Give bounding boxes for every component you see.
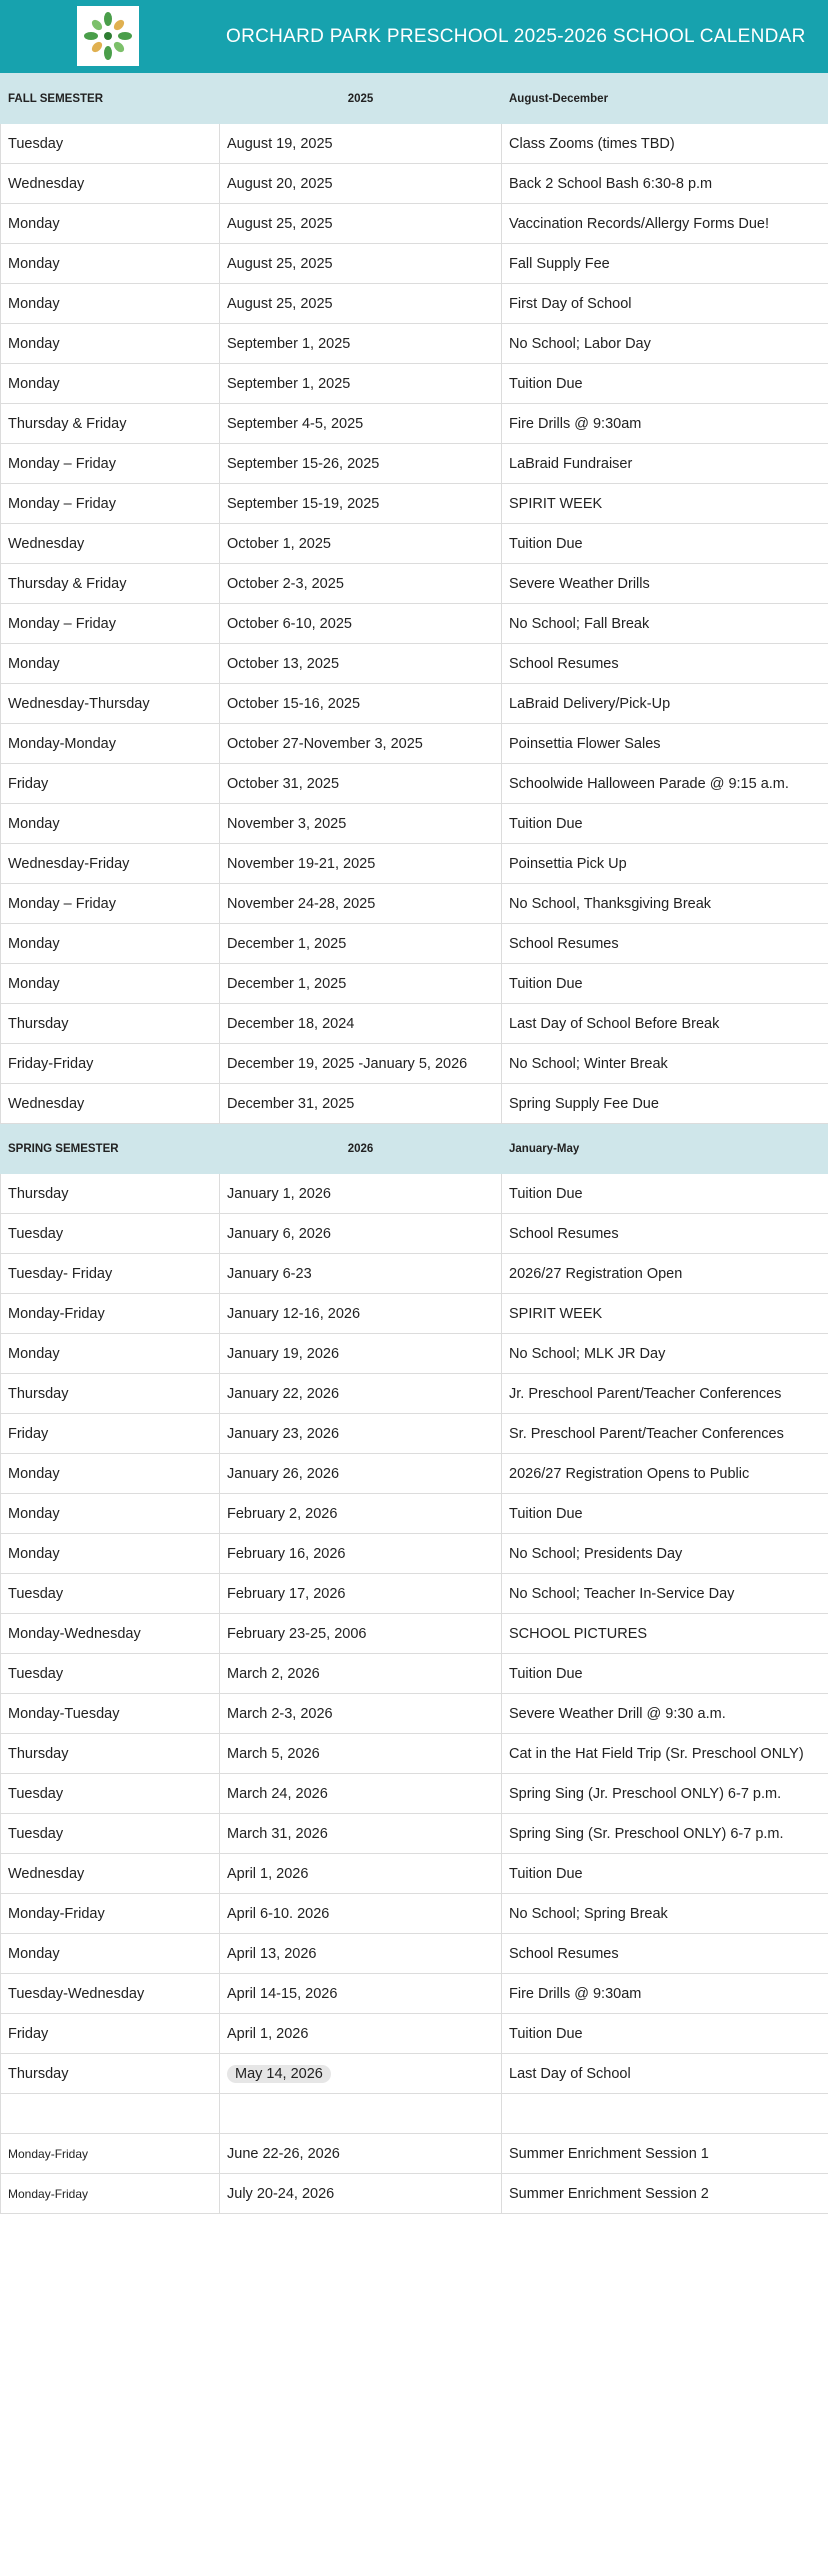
table-row (1, 1654, 828, 1694)
row-date: January 1, 2026 (220, 1174, 502, 1214)
row-event: Vaccination Records/Allergy Forms Due! (502, 204, 828, 244)
row-date: August 25, 2025 (220, 204, 502, 244)
row-event: Summer Enrichment Session 2 (502, 2174, 828, 2214)
row-date: April 13, 2026 (220, 1934, 502, 1974)
row-day: Monday (1, 1934, 220, 1974)
table-row (1, 1374, 828, 1414)
row-date: September 15-19, 2025 (220, 484, 502, 524)
row-day: Wednesday (1, 1084, 220, 1124)
row-date: August 25, 2025 (220, 284, 502, 324)
row-day: Monday-Wednesday (1, 1614, 220, 1654)
table-row (1, 1214, 828, 1254)
row-day: Monday (1, 1454, 220, 1494)
table-row (1, 524, 828, 564)
row-day: Thursday (1, 1004, 220, 1044)
school-logo (77, 6, 139, 66)
row-date: October 13, 2025 (220, 644, 502, 684)
row-event: Severe Weather Drills (502, 564, 828, 604)
table-row (1, 244, 828, 284)
row-date: October 6-10, 2025 (220, 604, 502, 644)
row-event: Tuition Due (502, 1854, 828, 1894)
row-day: Monday (1, 1494, 220, 1534)
row-event: Spring Sing (Sr. Preschool ONLY) 6-7 p.m. (502, 1814, 828, 1854)
row-event: Tuition Due (502, 1494, 828, 1534)
row-event: 2026/27 Registration Opens to Public (502, 1454, 828, 1494)
row-event: Cat in the Hat Field Trip (Sr. Preschool ONLY) (502, 1734, 828, 1774)
table-row (1, 1454, 828, 1494)
row-day: Monday (1, 364, 220, 404)
row-day: Thursday & Friday (1, 564, 220, 604)
row-date: October 2-3, 2025 (220, 564, 502, 604)
table-row (1, 804, 828, 844)
row-event: Jr. Preschool Parent/Teacher Conferences (502, 1374, 828, 1414)
row-date: January 22, 2026 (220, 1374, 502, 1414)
row-event: School Resumes (502, 924, 828, 964)
table-row (1, 1334, 828, 1374)
row-event: No School; Teacher In-Service Day (502, 1574, 828, 1614)
row-event: Last Day of School Before Break (502, 1004, 828, 1044)
row-event: SPIRIT WEEK (502, 484, 828, 524)
row-date: December 19, 2025 -January 5, 2026 (220, 1044, 502, 1084)
row-day: Wednesday (1, 1854, 220, 1894)
row-date: March 2, 2026 (220, 1654, 502, 1694)
row-day: Monday-Friday (1, 2174, 220, 2214)
row-date: January 6-23 (220, 1254, 502, 1294)
table-row (1, 684, 828, 724)
row-event: Sr. Preschool Parent/Teacher Conferences (502, 1414, 828, 1454)
row-day: Monday – Friday (1, 444, 220, 484)
table-row (1, 1854, 828, 1894)
row-date: April 14-15, 2026 (220, 1974, 502, 2014)
page-title: ORCHARD PARK PRESCHOOL 2025-2026 SCHOOL CALENDAR (226, 25, 806, 47)
row-date: September 4-5, 2025 (220, 404, 502, 444)
table-row (1, 1494, 828, 1534)
table-row (1, 1974, 828, 2014)
row-event: Tuition Due (502, 2014, 828, 2054)
row-day: Tuesday-Wednesday (1, 1974, 220, 2014)
table-row (1, 1614, 828, 1654)
row-event: Spring Supply Fee Due (502, 1084, 828, 1124)
row-date: January 12-16, 2026 (220, 1294, 502, 1334)
row-event: School Resumes (502, 1214, 828, 1254)
row-date: December 31, 2025 (220, 1084, 502, 1124)
table-row (1, 964, 828, 1004)
row-day: Monday-Friday (1, 2134, 220, 2174)
table-row (1, 1534, 828, 1574)
calendar-table (0, 73, 828, 2214)
table-row (1, 404, 828, 444)
row-event: SPIRIT WEEK (502, 1294, 828, 1334)
table-row (1, 2134, 828, 2174)
row-day: Monday (1, 324, 220, 364)
table-row (1, 724, 828, 764)
row-day: Thursday (1, 1374, 220, 1414)
table-row (1, 364, 828, 404)
row-event: SCHOOL PICTURES (502, 1614, 828, 1654)
table-row (1, 1044, 828, 1084)
row-event: Tuition Due (502, 804, 828, 844)
table-row (1, 1574, 828, 1614)
row-day: Thursday (1, 2054, 220, 2094)
row-date: December 18, 2024 (220, 1004, 502, 1044)
row-date: January 23, 2026 (220, 1414, 502, 1454)
row-day: Thursday (1, 1734, 220, 1774)
leaf-flower-icon (81, 9, 135, 63)
row-event: First Day of School (502, 284, 828, 324)
table-row (1, 1814, 828, 1854)
row-event: LaBraid Delivery/Pick-Up (502, 684, 828, 724)
semester-months: August-December (502, 74, 828, 124)
row-event: Last Day of School (502, 2054, 828, 2094)
table-row (1, 2054, 828, 2094)
row-date: November 3, 2025 (220, 804, 502, 844)
table-row (1, 1084, 828, 1124)
row-day: Monday (1, 204, 220, 244)
row-event: Back 2 School Bash 6:30-8 p.m (502, 164, 828, 204)
row-day: Monday (1, 804, 220, 844)
row-event: No School; Labor Day (502, 324, 828, 364)
row-event: Spring Sing (Jr. Preschool ONLY) 6-7 p.m. (502, 1774, 828, 1814)
semester-label: SPRING SEMESTER (1, 1124, 220, 1174)
table-row (1, 564, 828, 604)
row-date: June 22-26, 2026 (220, 2134, 502, 2174)
row-date: February 2, 2026 (220, 1494, 502, 1534)
table-row (1, 644, 828, 684)
row-event: Fall Supply Fee (502, 244, 828, 284)
row-day: Wednesday-Friday (1, 844, 220, 884)
table-row (1, 1294, 828, 1334)
row-date: August 20, 2025 (220, 164, 502, 204)
row-day: Friday (1, 764, 220, 804)
row-date: October 27-November 3, 2025 (220, 724, 502, 764)
table-row (1, 844, 828, 884)
semester-year: 2025 (220, 74, 502, 124)
row-event: No School; Fall Break (502, 604, 828, 644)
row-date: March 5, 2026 (220, 1734, 502, 1774)
table-row (1, 204, 828, 244)
row-day: Monday (1, 284, 220, 324)
table-row (1, 1004, 828, 1044)
table-row (1, 444, 828, 484)
table-row (1, 1934, 828, 1974)
table-row (1, 324, 828, 364)
row-day: Monday (1, 1334, 220, 1374)
row-event: No School; Winter Break (502, 1044, 828, 1084)
table-row (1, 2174, 828, 2214)
row-event: Fire Drills @ 9:30am (502, 404, 828, 444)
table-row (1, 1894, 828, 1934)
row-day (1, 2094, 220, 2134)
row-event: Summer Enrichment Session 1 (502, 2134, 828, 2174)
row-date: August 19, 2025 (220, 124, 502, 164)
row-day: Tuesday (1, 1814, 220, 1854)
row-event: No School; Presidents Day (502, 1534, 828, 1574)
row-event: Severe Weather Drill @ 9:30 a.m. (502, 1694, 828, 1734)
row-date: December 1, 2025 (220, 924, 502, 964)
row-date: March 31, 2026 (220, 1814, 502, 1854)
row-event: School Resumes (502, 644, 828, 684)
table-row (1, 1774, 828, 1814)
highlighted-date: May 14, 2026 (227, 2065, 331, 2083)
row-day: Thursday & Friday (1, 404, 220, 444)
row-day: Wednesday (1, 524, 220, 564)
row-event: No School; Spring Break (502, 1894, 828, 1934)
row-day: Friday (1, 1414, 220, 1454)
table-row (1, 164, 828, 204)
row-day: Friday-Friday (1, 1044, 220, 1084)
row-date (220, 2054, 502, 2094)
row-event: Tuition Due (502, 964, 828, 1004)
row-event: School Resumes (502, 1934, 828, 1974)
row-date: December 1, 2025 (220, 964, 502, 1004)
calendar-header (0, 0, 828, 73)
row-event: Tuition Due (502, 364, 828, 404)
row-date: November 24-28, 2025 (220, 884, 502, 924)
row-date: October 1, 2025 (220, 524, 502, 564)
row-event: Poinsettia Pick Up (502, 844, 828, 884)
row-day: Wednesday (1, 164, 220, 204)
semester-months: January-May (502, 1124, 828, 1174)
table-row (1, 2094, 828, 2134)
row-date: October 31, 2025 (220, 764, 502, 804)
row-day: Monday (1, 1534, 220, 1574)
table-row (1, 1174, 828, 1214)
table-row (1, 764, 828, 804)
row-date: November 19-21, 2025 (220, 844, 502, 884)
row-date: April 6-10. 2026 (220, 1894, 502, 1934)
row-date: January 19, 2026 (220, 1334, 502, 1374)
semester-label: FALL SEMESTER (1, 74, 220, 124)
row-event: Fire Drills @ 9:30am (502, 1974, 828, 2014)
row-date (220, 2094, 502, 2134)
row-event: No School; MLK JR Day (502, 1334, 828, 1374)
row-event (502, 2094, 828, 2134)
table-row (1, 124, 828, 164)
row-date: January 6, 2026 (220, 1214, 502, 1254)
table-row (1, 484, 828, 524)
row-event: Poinsettia Flower Sales (502, 724, 828, 764)
row-date: October 15-16, 2025 (220, 684, 502, 724)
row-day: Tuesday (1, 1654, 220, 1694)
table-row (1, 1734, 828, 1774)
row-date: January 26, 2026 (220, 1454, 502, 1494)
row-event: Schoolwide Halloween Parade @ 9:15 a.m. (502, 764, 828, 804)
row-event: Tuition Due (502, 524, 828, 564)
table-row (1, 284, 828, 324)
row-date: September 1, 2025 (220, 324, 502, 364)
row-event: Tuition Due (502, 1654, 828, 1694)
row-date: April 1, 2026 (220, 2014, 502, 2054)
row-event: 2026/27 Registration Open (502, 1254, 828, 1294)
row-day: Tuesday- Friday (1, 1254, 220, 1294)
row-day: Monday – Friday (1, 604, 220, 644)
semester-year: 2026 (220, 1124, 502, 1174)
table-row (1, 1694, 828, 1734)
row-day: Monday-Tuesday (1, 1694, 220, 1734)
row-day: Friday (1, 2014, 220, 2054)
row-day: Tuesday (1, 1214, 220, 1254)
table-row (1, 604, 828, 644)
row-day: Monday (1, 244, 220, 284)
row-date: September 1, 2025 (220, 364, 502, 404)
row-date: August 25, 2025 (220, 244, 502, 284)
row-event: No School, Thanksgiving Break (502, 884, 828, 924)
row-day: Thursday (1, 1174, 220, 1214)
row-event: Tuition Due (502, 1174, 828, 1214)
fall-semester-heading (1, 74, 828, 124)
row-date: February 17, 2026 (220, 1574, 502, 1614)
row-day: Monday-Friday (1, 1294, 220, 1334)
row-day: Monday – Friday (1, 884, 220, 924)
table-row (1, 924, 828, 964)
row-date: March 2-3, 2026 (220, 1694, 502, 1734)
row-day: Monday (1, 644, 220, 684)
row-event: LaBraid Fundraiser (502, 444, 828, 484)
row-day: Monday-Monday (1, 724, 220, 764)
row-day: Tuesday (1, 1574, 220, 1614)
row-day: Monday-Friday (1, 1894, 220, 1934)
table-row (1, 1414, 828, 1454)
row-date: April 1, 2026 (220, 1854, 502, 1894)
table-row (1, 1254, 828, 1294)
spring-semester-heading (1, 1124, 828, 1174)
row-event: Class Zooms (times TBD) (502, 124, 828, 164)
row-date: July 20-24, 2026 (220, 2174, 502, 2214)
row-date: September 15-26, 2025 (220, 444, 502, 484)
row-date: February 16, 2026 (220, 1534, 502, 1574)
row-day: Monday (1, 924, 220, 964)
row-day: Tuesday (1, 124, 220, 164)
table-row (1, 884, 828, 924)
row-day: Monday – Friday (1, 484, 220, 524)
row-date: March 24, 2026 (220, 1774, 502, 1814)
table-row (1, 2014, 828, 2054)
row-day: Tuesday (1, 1774, 220, 1814)
row-day: Wednesday-Thursday (1, 684, 220, 724)
row-day: Monday (1, 964, 220, 1004)
row-date: February 23-25, 2006 (220, 1614, 502, 1654)
